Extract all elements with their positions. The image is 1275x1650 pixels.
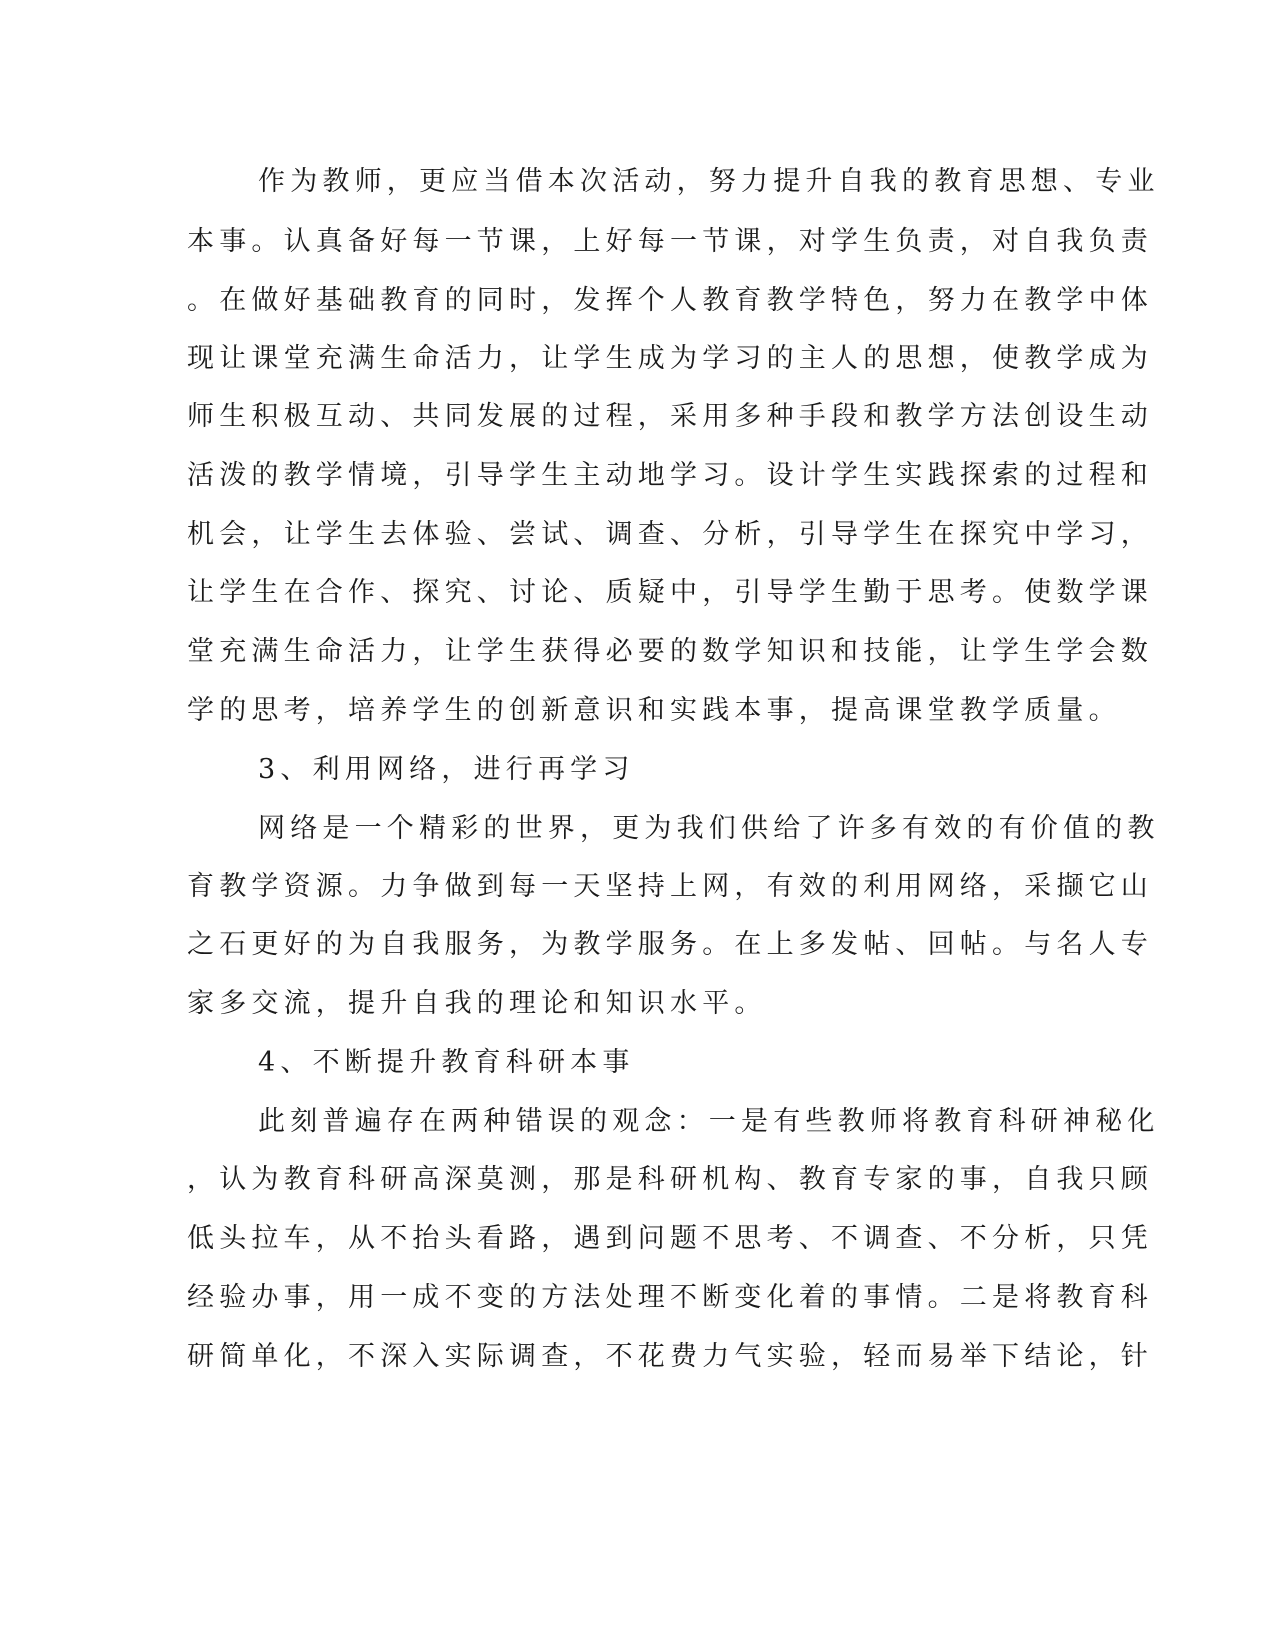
- paragraph-line: 之石更好的为自我服务，为教学服务。在上多发帖、回帖。与名人专: [187, 929, 1153, 960]
- paragraph-line: 家多交流，提升自我的理论和知识水平。: [187, 988, 767, 1019]
- paragraph-line: 作为教师，更应当借本次活动，努力提升自我的教育思想、专业: [258, 166, 1160, 197]
- paragraph-line: 学的思考，培养学生的创新意识和实践本事，提高课堂教学质量。: [187, 695, 1121, 726]
- paragraph-line: 低头拉车，从不抬头看路，遇到问题不思考、不调查、不分析，只凭: [187, 1223, 1153, 1254]
- paragraph-line: 研简单化，不深入实际调查，不花费力气实验，轻而易举下结论，针: [187, 1341, 1153, 1372]
- paragraph-line: ，认为教育科研高深莫测，那是科研机构、教育专家的事，自我只顾: [187, 1164, 1153, 1195]
- paragraph-line: 网络是一个精彩的世界，更为我们供给了许多有效的有价值的教: [258, 813, 1160, 844]
- paragraph-line: 让学生在合作、探究、讨论、质疑中，引导学生勤于思考。使数学课: [187, 577, 1153, 608]
- paragraph-line: 堂充满生命活力，让学生获得必要的数学知识和技能，让学生学会数: [187, 636, 1153, 667]
- section-heading: 4、不断提升教育科研本事: [258, 1047, 635, 1078]
- section-heading: 3、利用网络，进行再学习: [258, 754, 635, 785]
- paragraph-line: 此刻普遍存在两种错误的观念：一是有些教师将教育科研神秘化: [258, 1106, 1160, 1137]
- paragraph-line: 师生积极互动、共同发展的过程，采用多种手段和教学方法创设生动: [187, 401, 1153, 432]
- paragraph-line: 活泼的教学情境，引导学生主动地学习。设计学生实践探索的过程和: [187, 460, 1153, 491]
- paragraph-line: 育教学资源。力争做到每一天坚持上网，有效的利用网络，采撷它山: [187, 871, 1153, 902]
- paragraph-line: 。在做好基础教育的同时，发挥个人教育教学特色，努力在教学中体: [187, 285, 1153, 316]
- paragraph-line: 机会，让学生去体验、尝试、调查、分析，引导学生在探究中学习，: [187, 519, 1153, 550]
- paragraph-line: 现让课堂充满生命活力，让学生成为学习的主人的思想，使教学成为: [187, 343, 1153, 374]
- paragraph-line: 本事。认真备好每一节课，上好每一节课，对学生负责，对自我负责: [187, 226, 1153, 257]
- paragraph-line: 经验办事，用一成不变的方法处理不断变化着的事情。二是将教育科: [187, 1282, 1153, 1313]
